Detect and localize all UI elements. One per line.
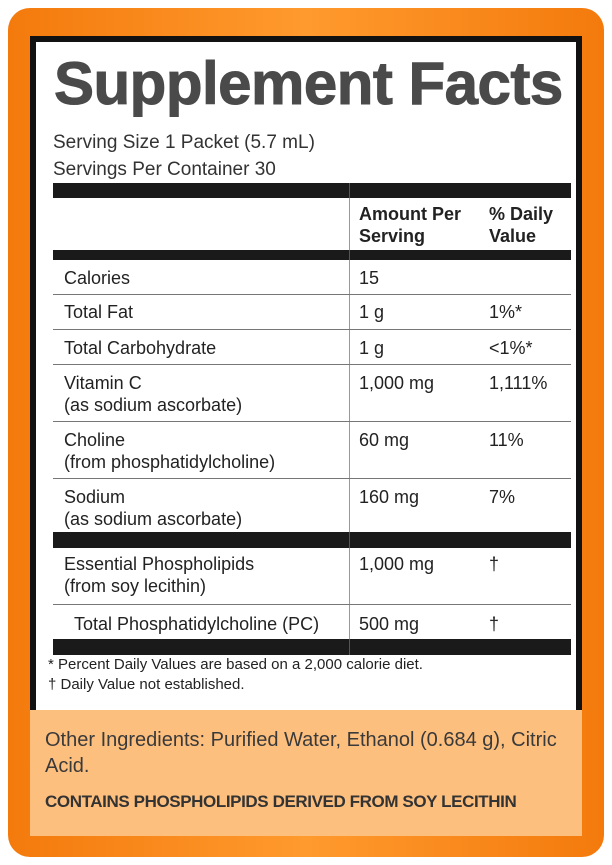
table-row bbox=[53, 548, 571, 605]
nutrient-amount: 60 mg bbox=[359, 430, 410, 450]
table-row bbox=[53, 605, 571, 639]
table-row bbox=[53, 479, 571, 532]
servings-per-container: Servings Per Container 30 bbox=[53, 159, 276, 180]
nutrient-name: Total Fat bbox=[64, 302, 134, 322]
rule-mid bbox=[53, 250, 571, 260]
table-row bbox=[53, 295, 571, 330]
nutrient-amount: 15 bbox=[359, 268, 380, 288]
nutrient-dv: † bbox=[489, 554, 500, 574]
nutrient-amount: 1,000 mg bbox=[359, 554, 435, 574]
rule-bottom bbox=[53, 639, 571, 655]
nutrient-amount: 1 g bbox=[359, 338, 385, 358]
panel-title: Supplement Facts bbox=[54, 50, 563, 117]
nutrient-amount: 1 g bbox=[359, 302, 385, 322]
serving-size: Serving Size 1 Packet (5.7 mL) bbox=[53, 132, 315, 153]
table-row bbox=[53, 330, 571, 365]
facts-table bbox=[53, 183, 571, 655]
nutrient-dv: 1,111% bbox=[489, 373, 548, 393]
table-row bbox=[53, 260, 571, 295]
header-amount: Amount Per Serving bbox=[359, 204, 462, 246]
nutrient-dv: † bbox=[489, 614, 500, 634]
footnote-dagger: † Daily Value not established. bbox=[48, 676, 245, 693]
other-ingredients: Other Ingredients: Purified Water, Ethanol (0.684 g), Citric Acid. bbox=[45, 729, 557, 777]
header-daily-value: % Daily Value bbox=[489, 204, 554, 246]
table-row bbox=[53, 422, 571, 479]
facts-inner bbox=[36, 42, 576, 710]
supplement-facts-panel bbox=[30, 36, 582, 710]
footnote-daily-values: * Percent Daily Values are based on a 2,000 calorie diet. bbox=[48, 656, 423, 673]
nutrient-amount: 500 mg bbox=[359, 614, 420, 634]
nutrient-dv: 11% bbox=[489, 430, 524, 450]
rule-thick bbox=[53, 183, 571, 198]
nutrient-name: Calories bbox=[64, 268, 131, 288]
nutrient-name: Total Phosphatidylcholine (PC) bbox=[74, 614, 320, 634]
nutrient-name: Choline (from phosphatidylcholine) bbox=[64, 430, 276, 472]
nutrient-name: Total Carbohydrate bbox=[64, 338, 217, 358]
nutrient-dv: 7% bbox=[489, 487, 516, 507]
nutrient-name: Essential Phospholipids (from soy lecithin) bbox=[64, 554, 255, 596]
nutrient-dv: <1%* bbox=[489, 338, 533, 358]
table-header bbox=[53, 198, 571, 250]
allergen-statement: CONTAINS PHOSPHOLIPIDS DERIVED FROM SOY LECITHIN bbox=[45, 792, 517, 811]
table-row bbox=[53, 365, 571, 422]
nutrient-amount: 160 mg bbox=[359, 487, 420, 507]
nutrient-name: Sodium (as sodium ascorbate) bbox=[64, 487, 243, 529]
nutrient-dv: 1%* bbox=[489, 302, 523, 322]
rule-section bbox=[53, 532, 571, 548]
nutrient-name: Vitamin C (as sodium ascorbate) bbox=[64, 373, 243, 415]
nutrient-amount: 1,000 mg bbox=[359, 373, 435, 393]
